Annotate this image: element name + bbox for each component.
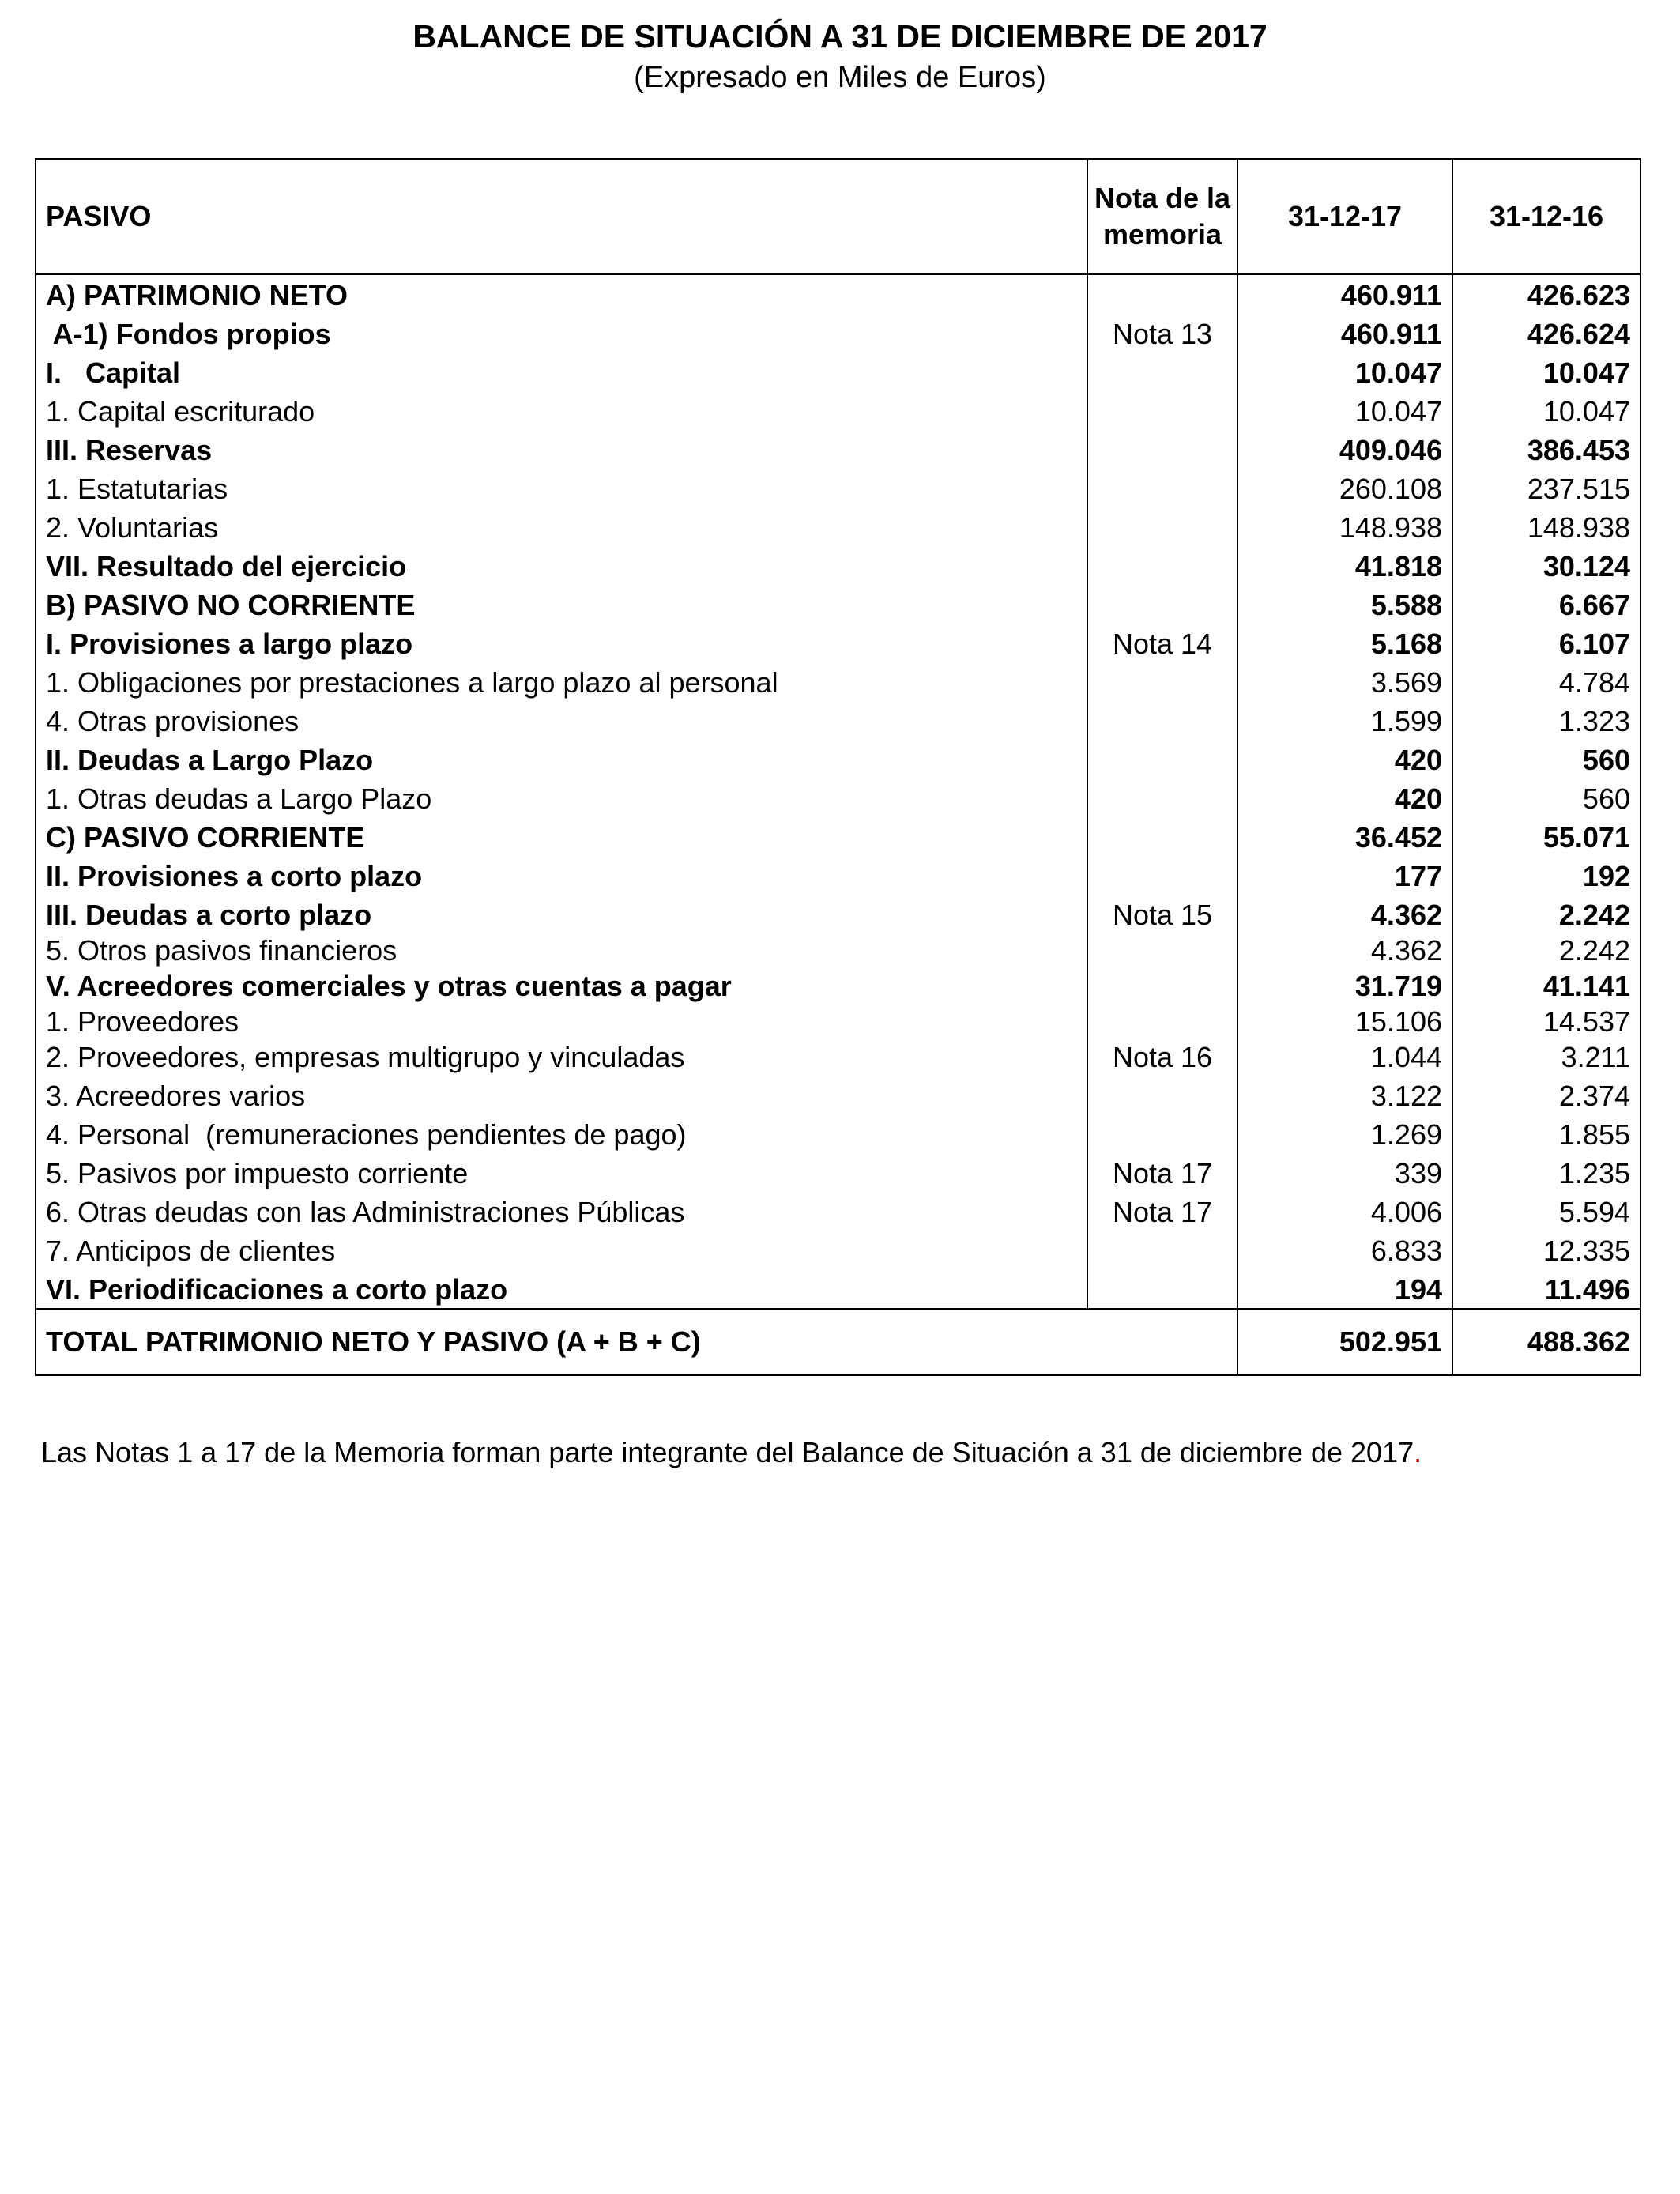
- table-row: [36, 546, 1640, 585]
- row-value-2016: 10.047: [1543, 395, 1630, 428]
- row-value-2016: 12.335: [1543, 1235, 1630, 1267]
- footnote-text: Las Notas 1 a 17 de la Memoria forman parte integrante del Balance de Situación a 31 de diciembre de 2017: [41, 1436, 1414, 1468]
- table-row: [36, 1192, 1640, 1231]
- document-title: BALANCE DE SITUACIÓN A 31 DE DICIEMBRE DE 2017: [412, 18, 1268, 55]
- row-nota: Nota 13: [1088, 314, 1238, 352]
- row-value-2017: 4.362: [1238, 895, 1453, 933]
- row-label: 1. Obligaciones por prestaciones a largo plazo al personal: [36, 662, 1088, 701]
- row-nota: [1088, 856, 1238, 895]
- row-value-2016: 1.235: [1558, 1157, 1630, 1189]
- row-nota: [1088, 1269, 1238, 1308]
- row-value-2017: 5.588: [1238, 585, 1453, 624]
- row-value-2017: 339: [1238, 1153, 1453, 1192]
- row-value-2017: 420: [1238, 778, 1453, 817]
- row-nota: [1088, 662, 1238, 701]
- row-nota: [1088, 778, 1238, 817]
- row-label: 5. Otros pasivos financieros: [36, 933, 1088, 969]
- row-value-2016: 426.623: [1527, 279, 1630, 311]
- table-row: [36, 624, 1640, 662]
- row-value-2016: 3.211: [1561, 1041, 1630, 1073]
- row-value-2016: 41.141: [1543, 970, 1630, 1002]
- row-value-2017: 1.044: [1238, 1040, 1453, 1076]
- row-nota: [1088, 701, 1238, 740]
- row-value-2017: 5.168: [1238, 624, 1453, 662]
- row-value-2017: 148.938: [1238, 507, 1453, 546]
- row-label: 5. Pasivos por impuesto corriente: [36, 1153, 1088, 1192]
- row-label: C) PASIVO CORRIENTE: [36, 817, 1088, 856]
- row-nota: [1088, 391, 1238, 430]
- document-subtitle: (Expresado en Miles de Euros): [634, 61, 1046, 94]
- row-value-2016: 560: [1582, 744, 1630, 776]
- row-value-2017: 4.006: [1238, 1192, 1453, 1231]
- row-nota: Nota 14: [1088, 624, 1238, 662]
- row-label: 4. Otras provisiones: [36, 701, 1088, 740]
- table-row: [36, 662, 1640, 701]
- row-label: 1. Otras deudas a Largo Plazo: [36, 778, 1088, 817]
- row-label: I. Capital: [36, 352, 1088, 391]
- row-nota: [1088, 740, 1238, 778]
- row-value-2017: 15.106: [1238, 1005, 1453, 1040]
- table-row: [36, 469, 1640, 507]
- table-header-row: [36, 160, 1640, 275]
- footnote: [41, 1434, 1422, 1471]
- row-label: 1. Capital escriturado: [36, 391, 1088, 430]
- row-value-2017: 3.122: [1238, 1076, 1453, 1114]
- row-value-2016: 14.537: [1543, 1005, 1630, 1038]
- row-value-2016: 560: [1582, 782, 1630, 815]
- row-value-2017: 4.362: [1238, 933, 1453, 969]
- row-value-2016: 30.124: [1543, 550, 1630, 582]
- row-value-2016: 10.047: [1543, 356, 1630, 389]
- total-2016: 488.362: [1527, 1325, 1630, 1358]
- row-nota: [1088, 1231, 1238, 1269]
- row-nota: [1088, 275, 1238, 314]
- table-row: [36, 391, 1640, 430]
- row-label: V. Acreedores comerciales y otras cuentas a pagar: [36, 969, 1088, 1005]
- row-nota: [1088, 817, 1238, 856]
- row-label: 3. Acreedores varios: [36, 1076, 1088, 1114]
- table-row: [36, 1231, 1640, 1269]
- table-row: [36, 701, 1640, 740]
- table-row: [36, 895, 1640, 933]
- row-label: VII. Resultado del ejercicio: [36, 546, 1088, 585]
- table-row: [36, 1153, 1640, 1192]
- row-value-2017: 260.108: [1238, 469, 1453, 507]
- row-value-2017: 1.599: [1238, 701, 1453, 740]
- row-nota: Nota 15: [1088, 895, 1238, 933]
- row-value-2016: 426.624: [1527, 318, 1630, 350]
- row-value-2017: 6.833: [1238, 1231, 1453, 1269]
- row-label: 1. Proveedores: [36, 1005, 1088, 1040]
- table-row: [36, 314, 1640, 352]
- row-nota: [1088, 969, 1238, 1005]
- table-row: [36, 933, 1640, 969]
- row-nota: [1088, 469, 1238, 507]
- row-nota: Nota 17: [1088, 1192, 1238, 1231]
- footnote-period: .: [1414, 1436, 1422, 1468]
- table-row: [36, 856, 1640, 895]
- table-row: [36, 585, 1640, 624]
- row-value-2017: 3.569: [1238, 662, 1453, 701]
- table-body: [36, 275, 1640, 1308]
- balance-table: [35, 158, 1641, 1376]
- row-label: 2. Voluntarias: [36, 507, 1088, 546]
- row-value-2016: 2.374: [1558, 1080, 1630, 1112]
- row-value-2017: 460.911: [1238, 314, 1453, 352]
- row-label: 2. Proveedores, empresas multigrupo y vinculadas: [36, 1040, 1088, 1076]
- row-nota: [1088, 933, 1238, 969]
- row-value-2016: 192: [1582, 860, 1630, 892]
- header-nota: Nota de la memoria: [1088, 160, 1238, 273]
- row-nota: Nota 17: [1088, 1153, 1238, 1192]
- row-value-2016: 4.784: [1558, 666, 1630, 699]
- row-value-2016: 1.855: [1558, 1118, 1630, 1151]
- row-value-2017: 194: [1238, 1269, 1453, 1308]
- row-nota: Nota 16: [1088, 1040, 1238, 1076]
- table-row: [36, 1114, 1640, 1153]
- row-label: I. Provisiones a largo plazo: [36, 624, 1088, 662]
- header-year-2017: 31-12-17: [1238, 160, 1453, 273]
- row-label: II. Provisiones a corto plazo: [36, 856, 1088, 895]
- table-row: [36, 1269, 1640, 1308]
- row-value-2017: 177: [1238, 856, 1453, 895]
- row-value-2016: 55.071: [1543, 821, 1630, 854]
- row-nota: [1088, 430, 1238, 469]
- row-nota: [1088, 352, 1238, 391]
- row-nota: [1088, 1114, 1238, 1153]
- row-value-2016: 6.107: [1558, 628, 1630, 660]
- row-label: 4. Personal (remuneraciones pendientes de pago): [36, 1114, 1088, 1153]
- row-value-2017: 420: [1238, 740, 1453, 778]
- row-value-2016: 1.323: [1558, 705, 1630, 737]
- row-nota: [1088, 507, 1238, 546]
- row-label: 7. Anticipos de clientes: [36, 1231, 1088, 1269]
- row-value-2016: 148.938: [1527, 511, 1630, 544]
- row-value-2017: 36.452: [1238, 817, 1453, 856]
- row-value-2016: 6.667: [1558, 589, 1630, 621]
- table-row: [36, 1040, 1640, 1076]
- row-nota: [1088, 585, 1238, 624]
- total-label: TOTAL PATRIMONIO NETO Y PASIVO (A + B + C): [36, 1310, 1238, 1374]
- table-row: [36, 430, 1640, 469]
- table-row: [36, 817, 1640, 856]
- row-value-2017: 10.047: [1238, 352, 1453, 391]
- row-value-2017: 460.911: [1238, 275, 1453, 314]
- table-row: [36, 740, 1640, 778]
- row-value-2017: 409.046: [1238, 430, 1453, 469]
- total-2017: 502.951: [1238, 1310, 1453, 1374]
- row-value-2017: 41.818: [1238, 546, 1453, 585]
- row-value-2017: 31.719: [1238, 969, 1453, 1005]
- row-label: III. Reservas: [36, 430, 1088, 469]
- row-label: II. Deudas a Largo Plazo: [36, 740, 1088, 778]
- table-row: [36, 275, 1640, 314]
- header-pasivo: PASIVO: [36, 160, 1088, 273]
- row-value-2016: 11.496: [1544, 1273, 1630, 1306]
- row-nota: [1088, 1005, 1238, 1040]
- table-row: [36, 1005, 1640, 1040]
- header-year-2016: 31-12-16: [1489, 200, 1604, 232]
- row-label: III. Deudas a corto plazo: [36, 895, 1088, 933]
- row-value-2016: 2.242: [1558, 934, 1630, 967]
- row-label: A) PATRIMONIO NETO: [36, 275, 1088, 314]
- row-value-2016: 386.453: [1527, 434, 1630, 466]
- row-nota: [1088, 1076, 1238, 1114]
- row-value-2016: 237.515: [1527, 473, 1630, 505]
- row-label: VI. Periodificaciones a corto plazo: [36, 1269, 1088, 1308]
- table-row: [36, 352, 1640, 391]
- row-label: B) PASIVO NO CORRIENTE: [36, 585, 1088, 624]
- table-row: [36, 1076, 1640, 1114]
- row-value-2017: 1.269: [1238, 1114, 1453, 1153]
- row-nota: [1088, 546, 1238, 585]
- row-value-2016: 5.594: [1558, 1196, 1630, 1228]
- total-row: [36, 1308, 1640, 1374]
- row-value-2016: 2.242: [1558, 899, 1630, 931]
- row-label: 1. Estatutarias: [36, 469, 1088, 507]
- table-row: [36, 778, 1640, 817]
- row-label: A-1) Fondos propios: [36, 314, 1088, 352]
- table-row: [36, 507, 1640, 546]
- table-row: [36, 969, 1640, 1005]
- row-label: 6. Otras deudas con las Administraciones Públicas: [36, 1192, 1088, 1231]
- row-value-2017: 10.047: [1238, 391, 1453, 430]
